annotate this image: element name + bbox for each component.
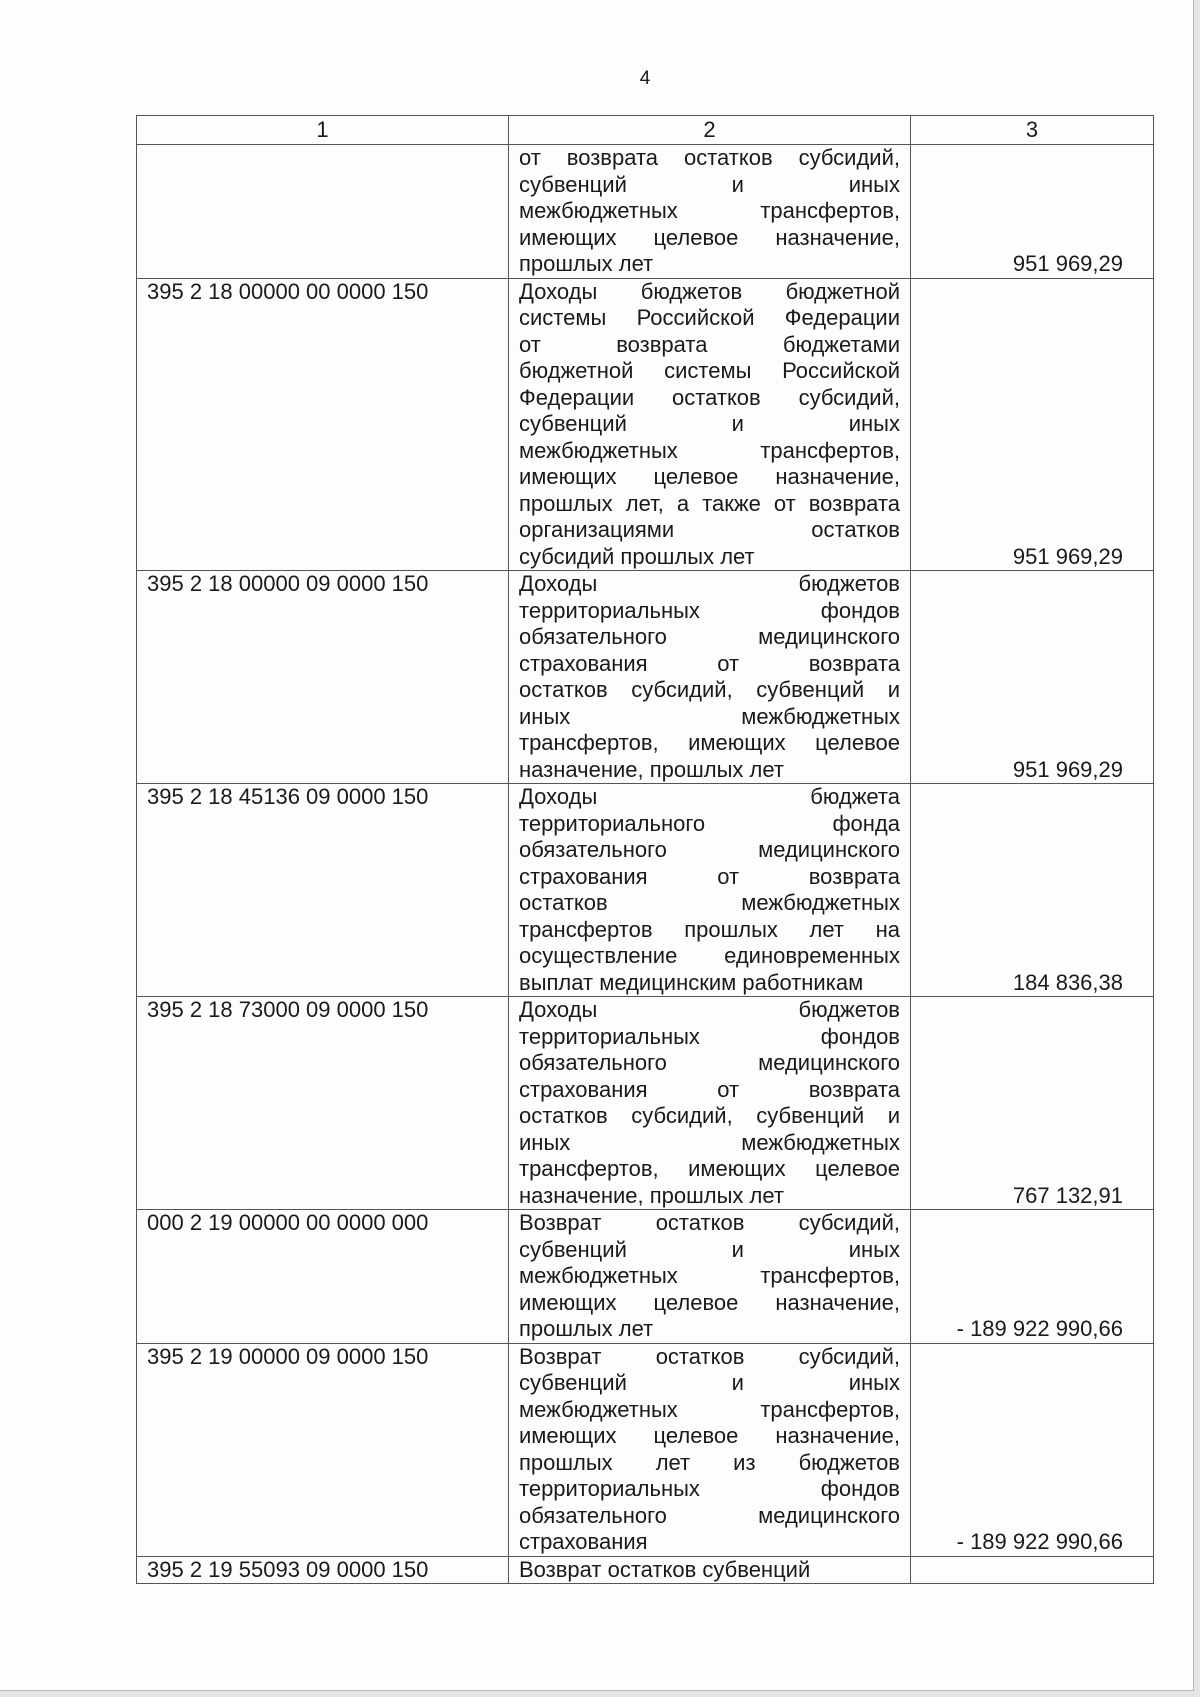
description-line: территориальных фондов — [519, 1476, 900, 1501]
description-line: прошлых лет — [519, 1316, 654, 1341]
description-line: субвенций и иных — [519, 1236, 900, 1262]
description-line: Доходы бюджетов бюджетной — [519, 278, 900, 304]
description-cell — [509, 784, 911, 997]
description-line: организациями остатков — [519, 517, 900, 542]
description-line: субвенций и иных — [519, 1370, 900, 1395]
description-line: назначение, прошлых лет — [519, 1182, 784, 1208]
description-line: субсидий прошлых лет — [519, 543, 755, 569]
income-code-cell: 395 2 18 00000 09 0000 150 — [137, 571, 509, 784]
description-line: Доходы бюджетов — [519, 997, 900, 1022]
description-line: страхования — [519, 1529, 648, 1554]
table-header-row — [137, 116, 1154, 145]
page-number: 4 — [639, 68, 651, 89]
description-line: Возврат остатков субвенций — [519, 1556, 811, 1582]
description-cell — [509, 1210, 911, 1344]
column-header: 2 — [509, 116, 911, 145]
description-line: остатков субсидий, субвенций и — [519, 1103, 900, 1128]
description-line: иных межбюджетных — [519, 703, 900, 729]
description-line: Возврат остатков субсидий, — [519, 1210, 900, 1235]
description-cell — [509, 145, 911, 279]
description-line: назначение, прошлых лет — [519, 756, 784, 782]
description-line: территориальных фондов — [519, 597, 900, 623]
amount-cell: - 189 922 990,66 — [911, 1210, 1154, 1344]
amount-cell: 184 836,38 — [911, 784, 1154, 997]
income-code-cell: 395 2 18 45136 09 0000 150 — [137, 784, 509, 997]
table-row — [137, 571, 1154, 784]
amount-cell: 951 969,29 — [911, 571, 1154, 784]
amount-cell: - 189 922 990,66 — [911, 1343, 1154, 1556]
column-header: 1 — [137, 116, 509, 145]
description-line: межбюджетных трансфертов, — [519, 1396, 900, 1422]
description-line: страхования от возврата — [519, 650, 900, 676]
income-code-cell: 395 2 19 00000 09 0000 150 — [137, 1343, 509, 1556]
description-line: системы Российской Федерации — [519, 305, 900, 330]
description-line: трансфертов прошлых лет на — [519, 916, 900, 942]
description-line: имеющих целевое назначение, — [519, 464, 900, 489]
description-line: обязательного медицинского — [519, 624, 900, 649]
description-line: межбюджетных трансфертов, — [519, 437, 900, 463]
description-line: трансфертов, имеющих целевое — [519, 730, 900, 755]
income-code-cell: 395 2 18 73000 09 0000 150 — [137, 997, 509, 1210]
description-line: прошлых лет из бюджетов — [519, 1449, 900, 1475]
description-line: трансфертов, имеющих целевое — [519, 1156, 900, 1181]
amount-cell: 767 132,91 — [911, 997, 1154, 1210]
description-line: страхования от возврата — [519, 1076, 900, 1102]
description-line: бюджетной системы Российской — [519, 358, 900, 383]
table-row — [137, 1556, 1154, 1584]
description-cell — [509, 571, 911, 784]
income-code-cell: 395 2 19 55093 09 0000 150 — [137, 1556, 509, 1584]
budget-table — [136, 115, 1154, 1584]
description-cell — [509, 997, 911, 1210]
income-code-cell — [137, 145, 509, 279]
description-line: имеющих целевое назначение, — [519, 224, 900, 250]
description-line: межбюджетных трансфертов, — [519, 198, 900, 223]
description-line: территориального фонда — [519, 810, 900, 836]
income-code-cell: 395 2 18 00000 00 0000 150 — [137, 278, 509, 571]
table-row — [137, 1343, 1154, 1556]
description-line: от возврата бюджетами — [519, 331, 900, 357]
description-line: обязательного медицинского — [519, 837, 900, 862]
amount-cell — [911, 1556, 1154, 1584]
description-line: Федерации остатков субсидий, — [519, 384, 900, 410]
description-line: межбюджетных трансфертов, — [519, 1263, 900, 1288]
description-line: Возврат остатков субсидий, — [519, 1343, 900, 1369]
description-line: субвенций и иных — [519, 171, 900, 197]
column-header: 3 — [911, 116, 1154, 145]
table-row — [137, 1210, 1154, 1344]
description-line: осуществление единовременных — [519, 943, 900, 968]
description-cell — [509, 1343, 911, 1556]
description-line: страхования от возврата — [519, 863, 900, 889]
description-line: имеющих целевое назначение, — [519, 1423, 900, 1448]
description-line: иных межбюджетных — [519, 1129, 900, 1155]
amount-cell: 951 969,29 — [911, 278, 1154, 571]
description-line: имеющих целевое назначение, — [519, 1289, 900, 1315]
table-row — [137, 784, 1154, 997]
income-code-cell: 000 2 19 00000 00 0000 000 — [137, 1210, 509, 1344]
description-line: остатков межбюджетных — [519, 890, 900, 915]
description-line: прошлых лет — [519, 251, 654, 276]
description-cell — [509, 1556, 911, 1584]
table-row — [137, 145, 1154, 279]
description-line: Доходы бюджета — [519, 784, 900, 809]
description-line: прошлых лет, а также от возврата — [519, 490, 900, 516]
table-row — [137, 278, 1154, 571]
description-line: остатков субсидий, субвенций и — [519, 677, 900, 702]
description-line: обязательного медицинского — [519, 1050, 900, 1075]
description-line: территориальных фондов — [519, 1023, 900, 1049]
amount-cell: 951 969,29 — [911, 145, 1154, 279]
description-line: субвенций и иных — [519, 411, 900, 436]
description-line: выплат медицинским работникам — [519, 969, 864, 995]
description-cell — [509, 278, 911, 571]
description-line: от возврата остатков субсидий, — [519, 145, 900, 170]
table-row — [137, 997, 1154, 1210]
description-line: Доходы бюджетов — [519, 571, 900, 596]
description-line: обязательного медицинского — [519, 1502, 900, 1528]
